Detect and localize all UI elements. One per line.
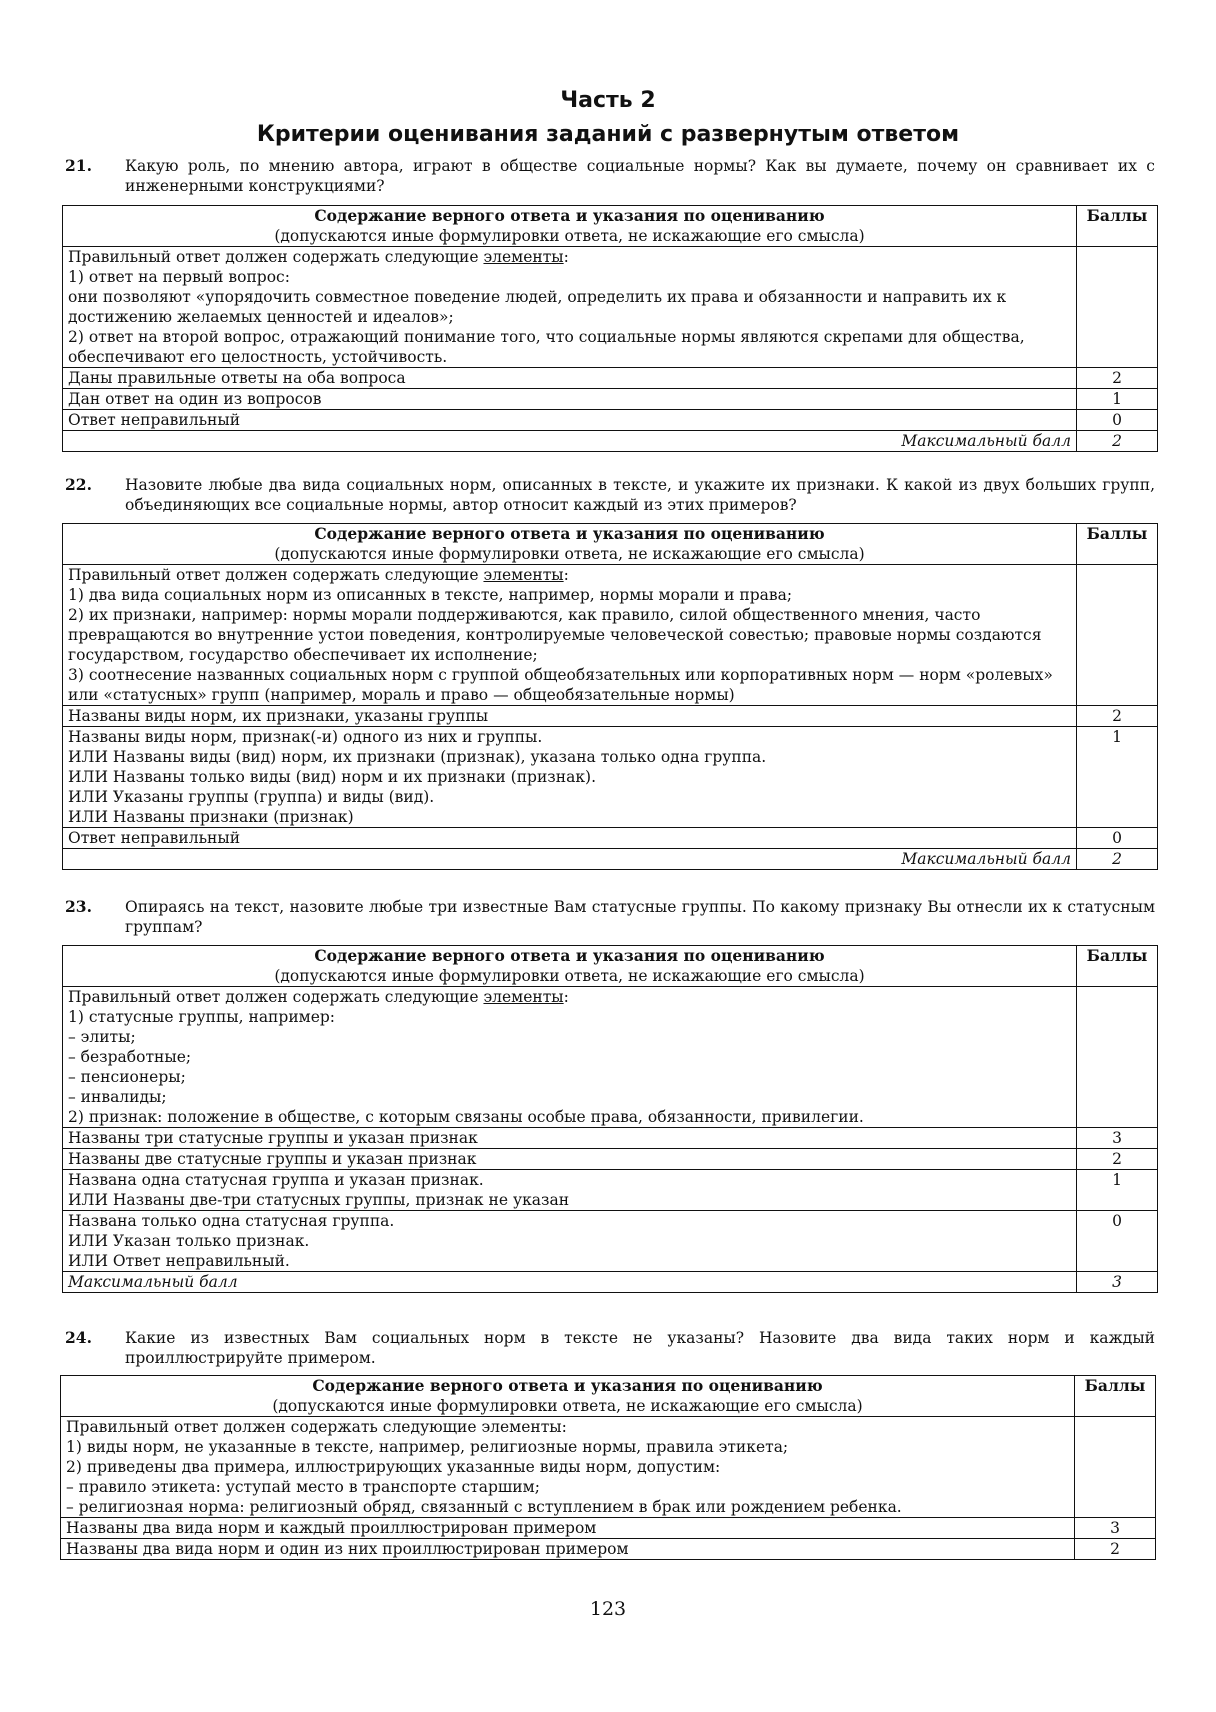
score-header: Баллы — [1077, 524, 1158, 565]
table-row: Названа одна статусная группа и указан признак. ИЛИ Названы две-три статусных группы, признак не указан 1 — [63, 1170, 1158, 1211]
answer-content: Правильный ответ должен содержать следующие элементы: 1) два вида социальных норм из описанных в тексте, например, нормы морали и права; 2) их признаки, например: нормы морали поддерживаются, как правило, силой общественного мнения, часто превращаются во внутренние устои поведения, контролируемые человеческой совестью; правовые нормы создаются государством, государство обеспечивает их исполнение; 3) соотнесение названных социальных норм с группой общеобязательных или корпоративных норм — норм «ролевых» или «статусных» групп (например, мораль и право — общеобязательные нормы) — [63, 565, 1077, 706]
question-24 — [65, 1328, 1155, 1368]
answer-content: Правильный ответ должен содержать следующие элементы: 1) статусные группы, например: – элиты; – безработные; – пенсионеры; – инвалиды; 2) признак: положение в обществе, с которым связаны особые права, обязанности, привилегии. — [63, 987, 1077, 1128]
score-header: Баллы — [1075, 1376, 1156, 1417]
question-number: 22. — [65, 475, 92, 494]
table-row: Названы виды норм, признак(-и) одного из них и группы. ИЛИ Названы виды (вид) норм, их признаки (признак), указана только одна группа. ИЛИ Названы только виды (вид) норм и их признаки (признак). ИЛИ Указаны группы (группа) и виды (вид). ИЛИ Названы признаки (признак) 1 — [63, 727, 1158, 828]
criteria-table-22 — [62, 523, 1158, 870]
table-header: Содержание верного ответа и указания по оцениванию (допускаются иные формулировки ответа, не искажающие его смысла) — [61, 1376, 1075, 1417]
table-header: Содержание верного ответа и указания по оцениванию (допускаются иные формулировки ответа, не искажающие его смысла) — [63, 206, 1077, 247]
question-number: 21. — [65, 156, 92, 175]
table-row: Названы два вида норм и один из них проиллюстрирован примером 2 — [61, 1539, 1156, 1560]
answer-content: Правильный ответ должен содержать следующие элементы: 1) ответ на первый вопрос: они позволяют «упорядочить совместное поведение людей, определить их права и обязанности и направить их к достижению желаемых ценностей и идеалов»; 2) ответ на второй вопрос, отражающий понимание того, что социальные нормы являются скрепами для общества, обеспечивают его целостность, устойчивость. — [63, 247, 1077, 368]
table-row: Даны правильные ответы на оба вопроса 2 — [63, 368, 1158, 389]
score-header: Баллы — [1077, 946, 1158, 987]
table-row: Названы две статусные группы и указан признак 2 — [63, 1149, 1158, 1170]
question-text: Какую роль, по мнению автора, играют в обществе социальные нормы? Как вы думаете, почему он сравнивает их с инженерными конструкциями? — [125, 157, 1155, 195]
score-header: Баллы — [1077, 206, 1158, 247]
page-title: Критерии оценивания заданий с развернутым ответом — [256, 122, 960, 147]
table-row: Ответ неправильный 0 — [63, 410, 1158, 431]
answer-content: Правильный ответ должен содержать следующие элементы: 1) виды норм, не указанные в тексте, например, религиозные нормы, правила этикета; 2) приведены два примера, иллюстрирующих указанные виды норм, допустим: – правило этикета: уступай место в транспорте старшим; – религиозная норма: религиозный обряд, связанный с вступлением в брак или рождением ребенка. — [61, 1417, 1075, 1518]
question-22 — [65, 475, 1155, 515]
table-row: Названы виды норм, их признаки, указаны группы 2 — [63, 706, 1158, 727]
page-number: 123 — [589, 1598, 627, 1620]
table-header: Содержание верного ответа и указания по оцениванию (допускаются иные формулировки ответа, не искажающие его смысла) — [63, 524, 1077, 565]
question-text: Какие из известных Вам социальных норм в тексте не указаны? Назовите два вида таких норм и каждый проиллюстрируйте примером. — [125, 1329, 1155, 1367]
table-row: Названа только одна статусная группа. ИЛИ Указан только признак. ИЛИ Ответ неправильный. 0 — [63, 1211, 1158, 1272]
table-row: Названы два вида норм и каждый проиллюстрирован примером 3 — [61, 1518, 1156, 1539]
max-score-row: Максимальный балл 2 — [63, 849, 1158, 870]
criteria-table-24 — [60, 1375, 1156, 1560]
question-text: Назовите любые два вида социальных норм, описанных в тексте, и укажите их признаки. К какой из двух больших групп, объединяющих все социальные нормы, автор относит каждый из этих примеров? — [125, 476, 1155, 514]
part-heading: Часть 2 — [560, 88, 656, 113]
table-row: Ответ неправильный 0 — [63, 828, 1158, 849]
question-23 — [65, 897, 1155, 937]
table-row: Дан ответ на один из вопросов 1 — [63, 389, 1158, 410]
criteria-table-21 — [62, 205, 1158, 452]
table-header: Содержание верного ответа и указания по оцениванию (допускаются иные формулировки ответа, не искажающие его смысла) — [63, 946, 1077, 987]
table-row: Названы три статусные группы и указан признак 3 — [63, 1128, 1158, 1149]
question-21 — [65, 156, 1155, 196]
criteria-table-23 — [62, 945, 1158, 1293]
question-text: Опираясь на текст, назовите любые три известные Вам статусные группы. По какому признаку Вы отнесли их к статусным группам? — [125, 898, 1155, 936]
question-number: 24. — [65, 1328, 92, 1347]
question-number: 23. — [65, 897, 92, 916]
max-score-row: Максимальный балл 3 — [63, 1272, 1158, 1293]
max-score-row: Максимальный балл 2 — [63, 431, 1158, 452]
